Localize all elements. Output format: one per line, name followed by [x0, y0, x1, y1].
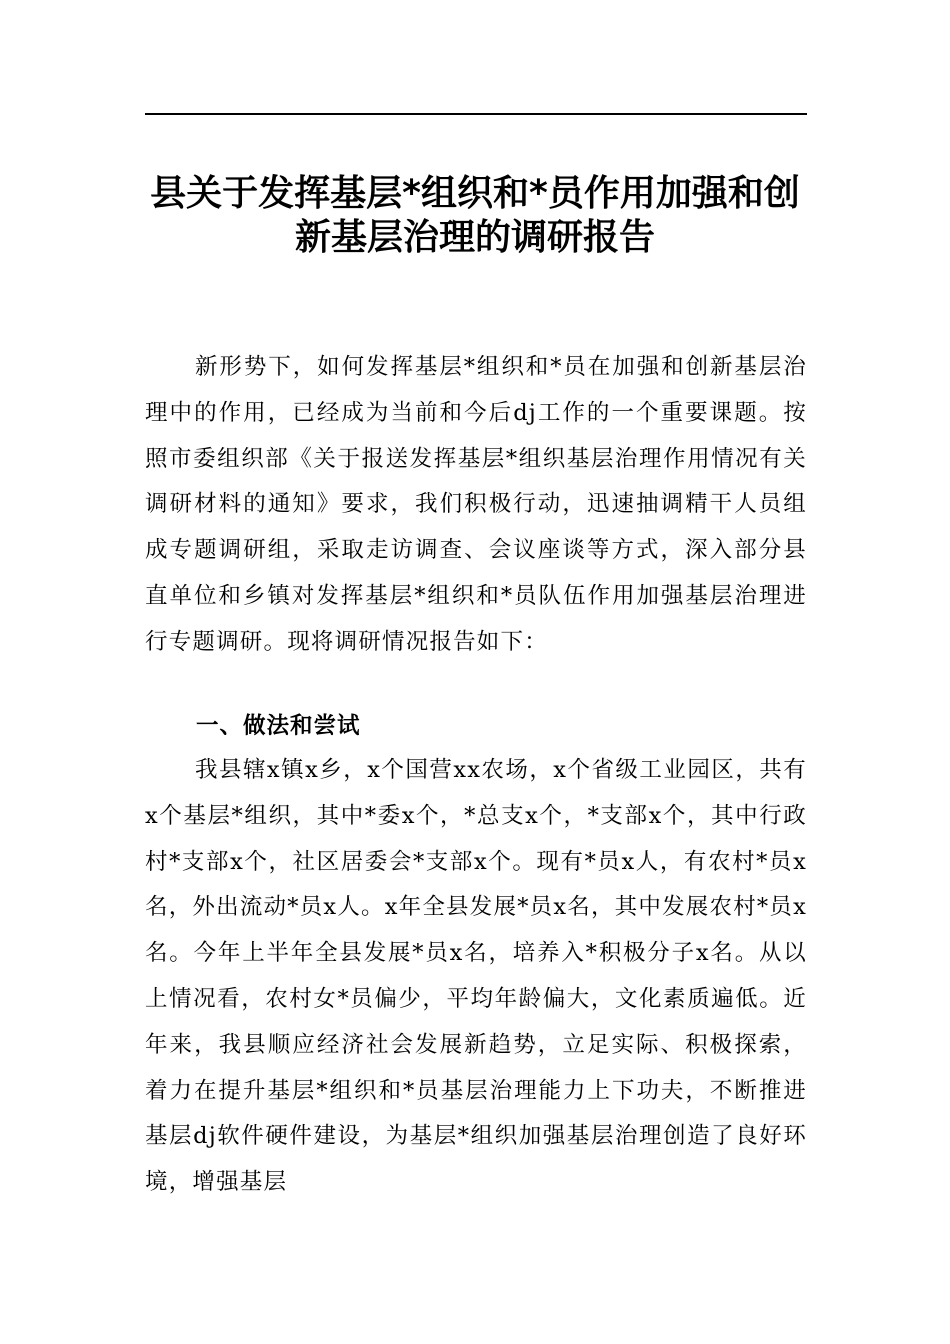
document-title-line-2: 新基层治理的调研报告 — [294, 217, 655, 258]
section-heading-practices: 一、做法和尝试 — [196, 713, 361, 739]
intro-paragraph: 新形势下，如何发挥基层*组织和*员在加强和创新基层治理中的作用，已经成为当前和今后dj工作的一个重要课题。按照市委组织部《关于报送发挥基层*组织基层治理作用情况有关调研材料的通知》要求，我们积极行动，迅速抽调精干人员组成专题调研组，采取走访调查、会议座谈等方式，深入部分县直单位和乡镇对发挥基层*组织和*员队伍作用加强基层治理进行专题调研。现将调研情况报告如下： — [145, 354, 807, 655]
document-title-line-1: 县关于发挥基层*组织和*员作用加强和创 — [150, 173, 800, 214]
header-rule — [145, 113, 807, 115]
section-paragraph-practices: 我县辖x镇x乡，x个国营xx农场，x个省级工业园区，共有x个基层*组织，其中*委x个，*总支x个，*支部x个，其中行政村*支部x个，社区居委会*支部x个。现有*员x人，有农村*员x名，外出流动*员x人。x年全县发展*员x名，其中发展农村*员x名。今年上半年全县发展*员x名，培养入*积极分子x名。从以上情况看，农村女*员偏少，平均年龄偏大，文化素质遍低。近年来，我县顺应经济社会发展新趋势，立足实际、积极探索，着力在提升基层*组织和*员基层治理能力上下功夫，不断推进基层dj软件硬件建设，为基层*组织加强基层治理创造了良好环境，增强基层 — [145, 757, 807, 1196]
